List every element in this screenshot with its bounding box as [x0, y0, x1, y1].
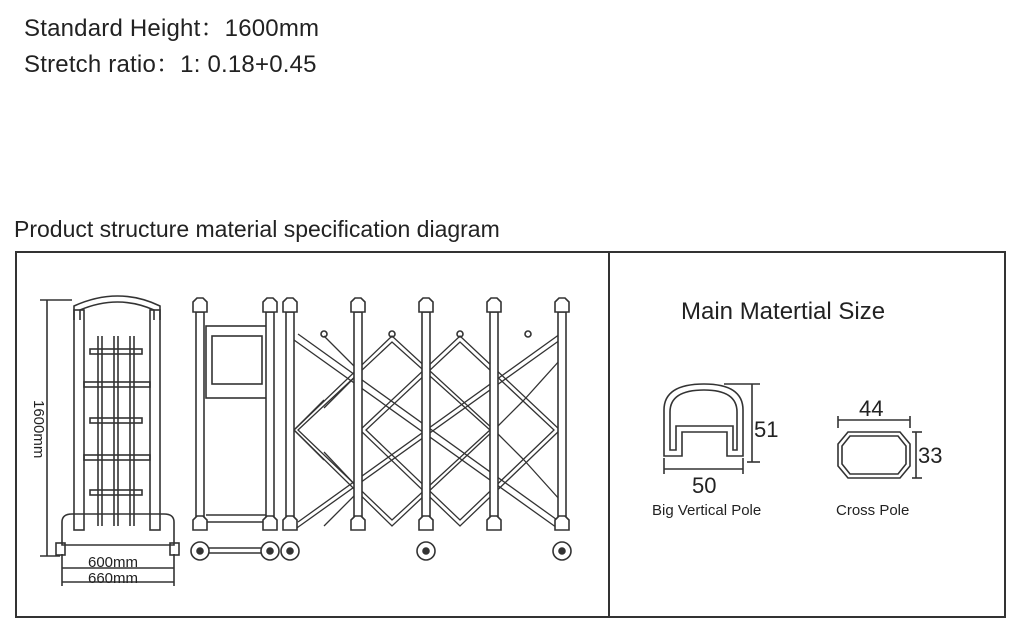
big-pole-height-label: 51: [754, 417, 779, 442]
cross-pole-height-label: 33: [918, 443, 943, 468]
width-inner-label: 600mm: [88, 554, 139, 571]
diagram-title: Product structure material specification diagram: [14, 216, 500, 242]
cross-pole-caption: Cross Pole: [836, 502, 910, 519]
big-pole-caption: Big Vertical Pole: [652, 502, 762, 519]
big-pole-profile: [664, 384, 760, 474]
standard-height-text: Standard Height：1600mm: [24, 15, 320, 42]
stretch-ratio-text: Stretch ratio：1: 0.18+0.45: [24, 51, 317, 78]
cross-pole-width-label: 44: [859, 396, 884, 421]
big-pole-width-label: 50: [692, 473, 717, 498]
height-dimension-label: 1600mm: [30, 400, 47, 459]
cross-pole-profile: [838, 416, 922, 478]
material-title: Main Matertial Size: [681, 298, 886, 325]
width-outer-label: 660mm: [88, 570, 139, 587]
